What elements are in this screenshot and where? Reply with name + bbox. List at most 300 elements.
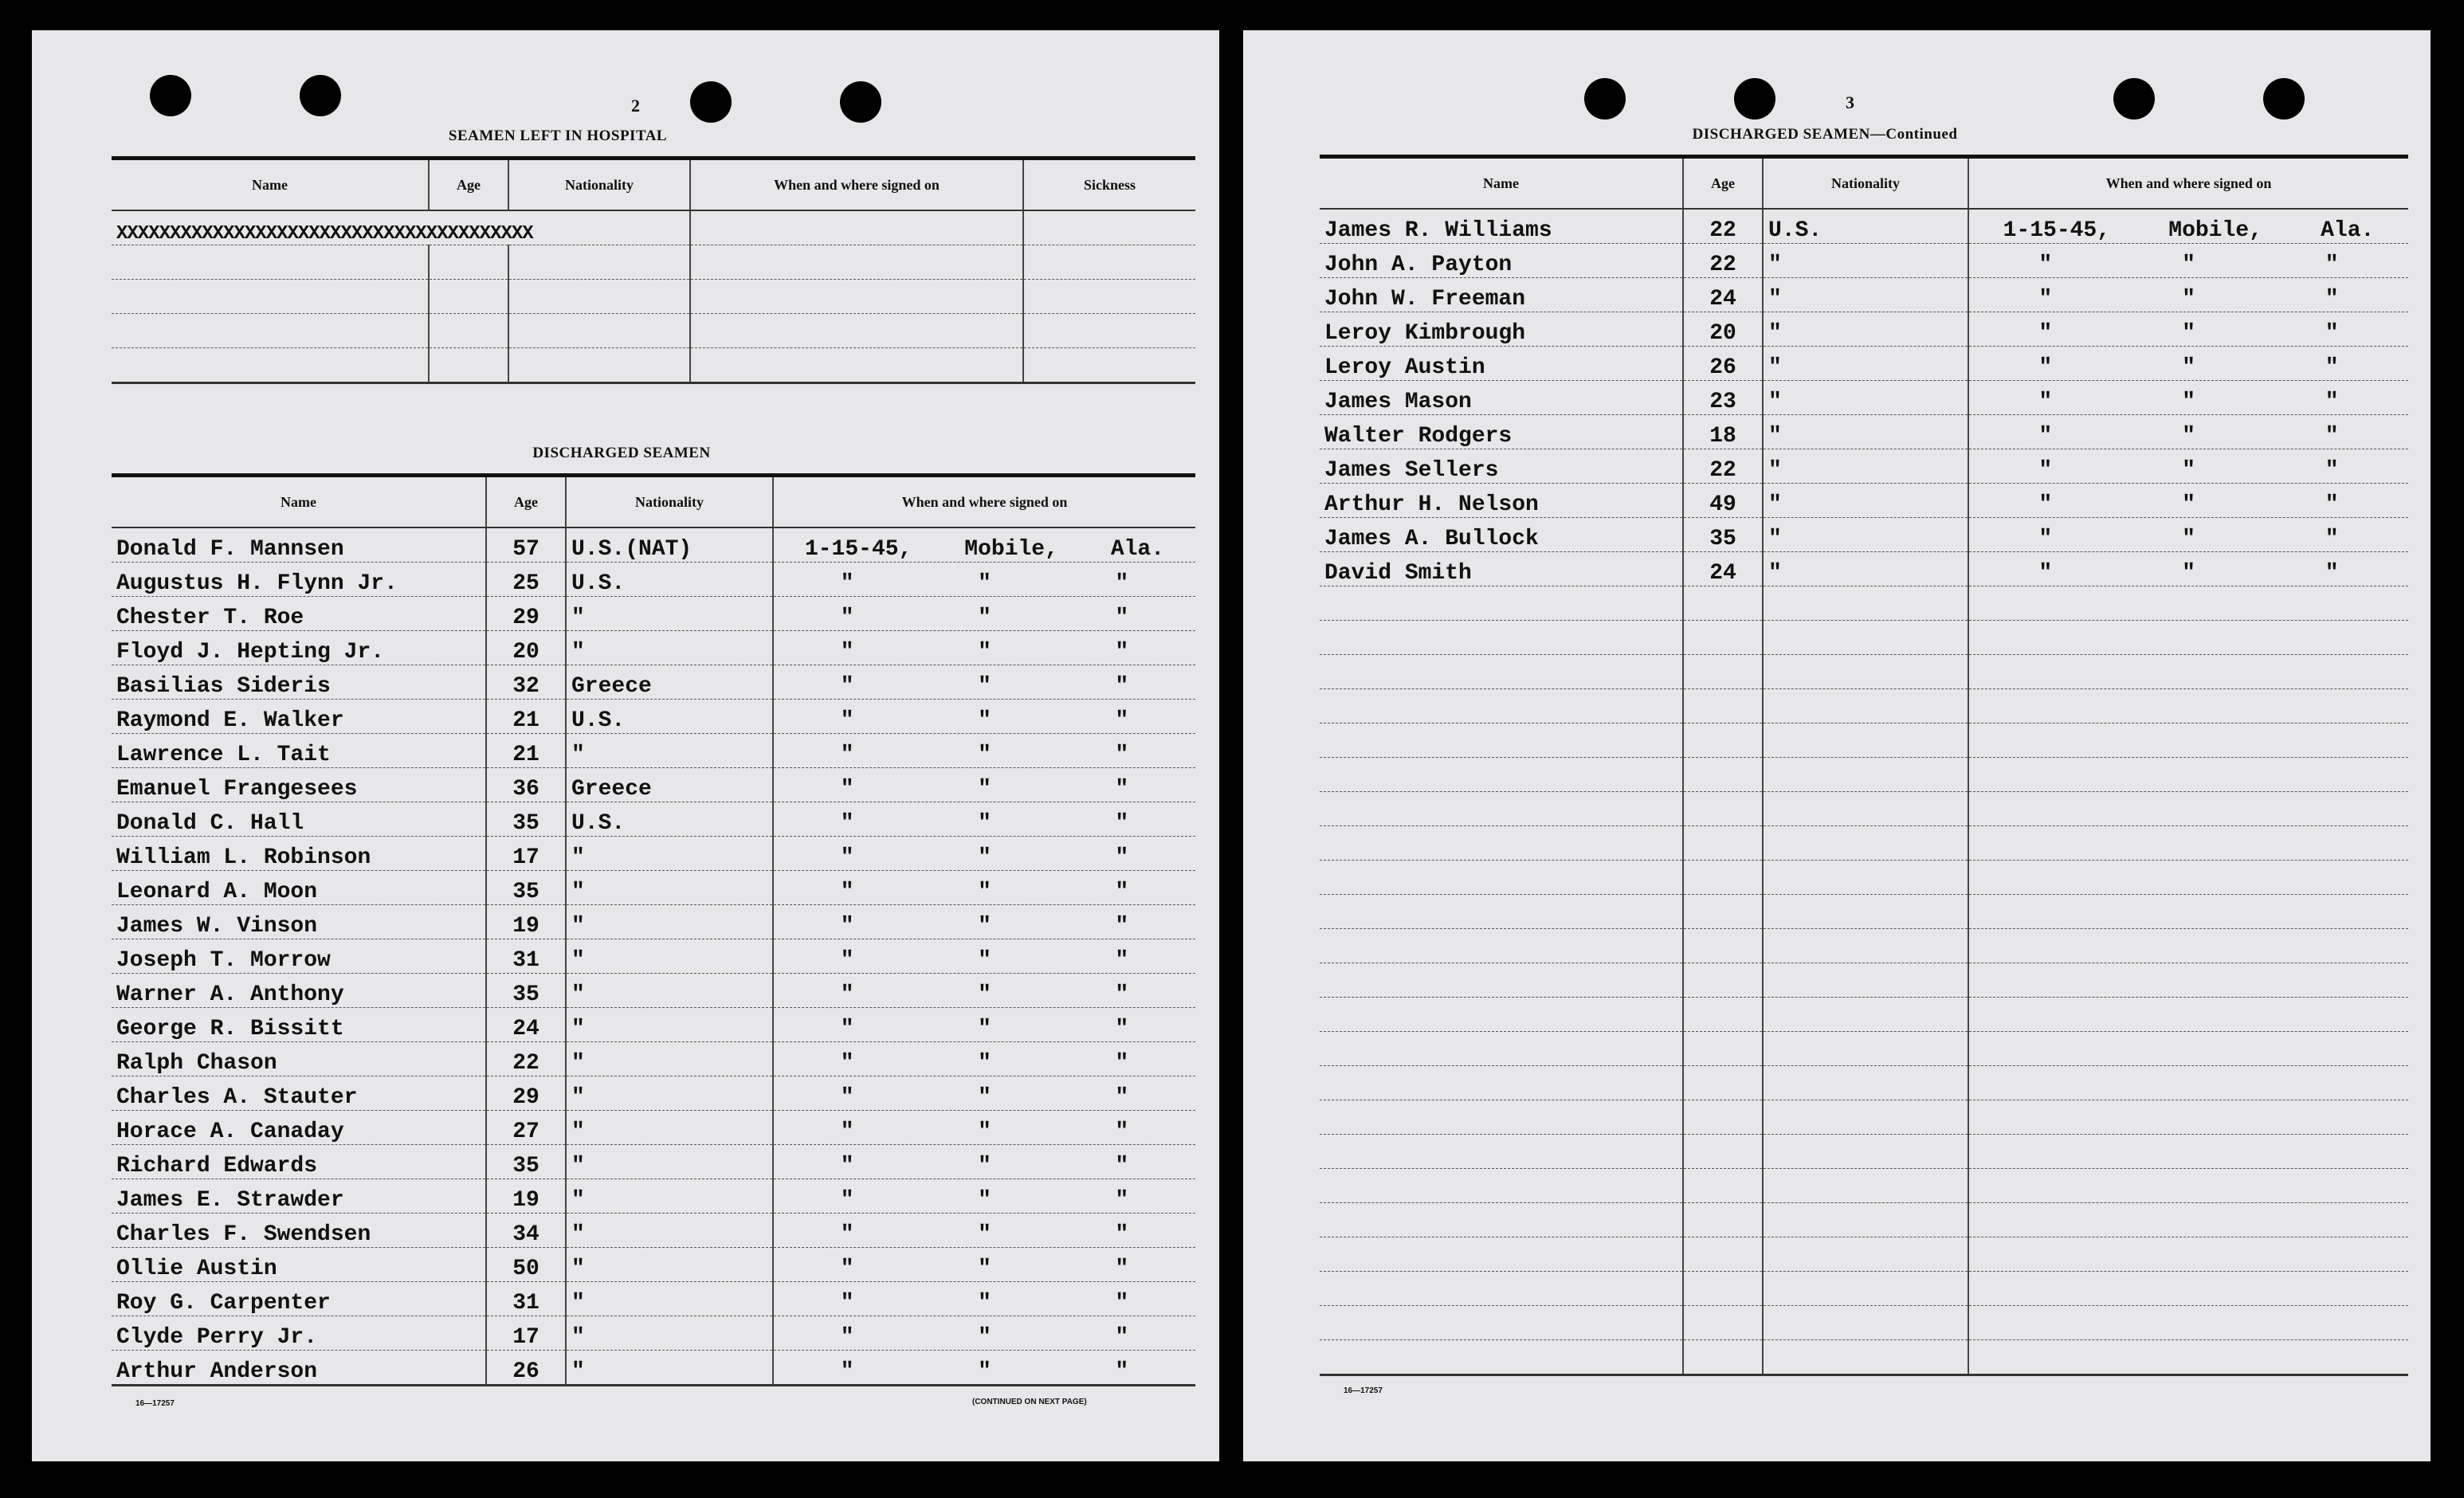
table-row [112,939,1195,974]
seaman-age: 27 [486,1111,566,1145]
seaman-nationality: " [566,1282,773,1316]
empty-row [1320,1340,2408,1375]
signed-on-date: " [2038,561,2053,586]
empty-cell [1968,655,2408,689]
signed-on-date: " [840,1085,854,1110]
empty-cell [429,348,508,383]
seaman-age: 22 [1683,209,1763,244]
seaman-name: James R. Williams [1320,209,1683,244]
seaman-nationality: " [566,597,773,631]
signed-on-date: " [840,1120,854,1144]
table-row [112,527,1195,563]
signed-on-state: " [2325,527,2339,551]
signed-on-state: " [2325,492,2339,517]
signed-on [773,527,1195,563]
empty-row [1320,963,2408,998]
hospital-table [112,156,1195,384]
column-header: Age [1683,157,1763,210]
table-row [112,700,1195,734]
seaman-age: 20 [486,631,566,665]
empty-cell [1320,689,1683,724]
seaman-name: Charles F. Swendsen [112,1214,486,1248]
empty-row [1320,758,2408,792]
signed-on-state: " [1115,1359,1129,1384]
column-header: Name [112,159,429,211]
empty-cell [1320,929,1683,963]
signed-on-state: " [1115,1257,1129,1281]
empty-cell [1683,621,1763,655]
seaman-age: 17 [486,1316,566,1351]
seaman-name: Arthur H. Nelson [1320,484,1683,518]
signed-on [773,1214,1195,1248]
empty-cell [1763,655,1968,689]
signed-on [1968,312,2408,347]
table-row [112,837,1195,871]
continued-note: (CONTINUED ON NEXT PAGE) [972,1398,1087,1406]
signed-on-parts [779,914,1191,939]
signed-on-parts [1974,287,2403,312]
empty-cell [508,280,690,314]
empty-row [112,348,1195,383]
signed-on-place: " [978,777,991,802]
empty-cell [1968,1272,2408,1306]
empty-cell [1683,1306,1763,1340]
seaman-name: Charles A. Stauter [112,1076,486,1111]
signed-on-parts [779,571,1191,596]
signed-on-parts [779,640,1191,665]
signed-on-state: " [1115,1188,1129,1213]
empty-cell [1763,963,1968,998]
table-row [112,905,1195,939]
signed-on-date: " [840,1257,854,1281]
seaman-name: Basilias Sideris [112,665,486,700]
empty-cell [1763,1066,1968,1100]
table-row [112,802,1195,837]
empty-row [1320,1032,2408,1066]
empty-cell [1320,1272,1683,1306]
signed-on-state: " [1115,1154,1129,1178]
seaman-nationality: " [566,1145,773,1179]
signed-on-date: " [2038,492,2053,517]
signed-on-place: " [978,571,991,596]
signed-on-parts [779,606,1191,630]
empty-cell [1683,758,1763,792]
empty-row [1320,1237,2408,1272]
signed-on-date: " [840,948,854,973]
empty-cell [1320,1066,1683,1100]
empty-row [1320,689,2408,724]
empty-row [1320,826,2408,861]
empty-cell [690,210,1023,245]
seaman-nationality: " [566,1248,773,1282]
empty-cell [1320,621,1683,655]
signed-on [773,1282,1195,1316]
empty-cell [1320,998,1683,1032]
empty-cell [508,348,690,383]
seaman-name: Raymond E. Walker [112,700,486,734]
seaman-name: Leroy Austin [1320,347,1683,381]
signed-on [773,1316,1195,1351]
empty-row [1320,861,2408,895]
table-row [112,734,1195,768]
empty-cell [429,245,508,280]
signed-on-place: " [978,606,991,630]
table-row [1320,484,2408,518]
seaman-nationality: " [1763,552,1968,586]
table-row [1320,518,2408,552]
punch-hole [2113,78,2155,120]
empty-cell [1763,998,1968,1032]
signed-on-parts [1974,321,2403,346]
empty-cell [1968,963,2408,998]
punch-hole [1584,78,1626,120]
seaman-age: 31 [486,939,566,974]
empty-cell [1763,621,1968,655]
signed-on-date: " [2038,253,2053,277]
signed-on-date: " [2038,390,2053,414]
empty-cell [1763,1100,1968,1135]
empty-row [1320,998,2408,1032]
empty-cell [1320,826,1683,861]
seaman-age: 35 [486,974,566,1008]
signed-on [773,1008,1195,1042]
signed-on-place: " [978,743,991,767]
empty-cell [112,245,429,280]
signed-on-place: " [978,1120,991,1144]
signed-on [1968,347,2408,381]
signed-on-state: " [1115,1291,1129,1316]
signed-on [773,1042,1195,1076]
empty-cell [1683,1272,1763,1306]
signed-on-date: " [840,914,854,939]
signed-on [773,1179,1195,1214]
signed-on-parts [1974,561,2403,586]
table-row [1320,312,2408,347]
table-row [1320,415,2408,449]
signed-on-state: " [1115,1017,1129,1041]
page-number: 2 [631,96,640,116]
signed-on-date: " [840,1188,854,1213]
empty-cell [1763,1032,1968,1066]
signed-on-place: " [2182,561,2195,586]
empty-row [1320,1135,2408,1169]
signed-on-state: " [2325,287,2339,312]
seaman-nationality: " [566,1076,773,1111]
seaman-name: John W. Freeman [1320,278,1683,312]
column-header: When and where signed on [690,159,1023,211]
seaman-name: Donald C. Hall [112,802,486,837]
signed-on-state: " [1115,948,1129,973]
signed-on-date: " [840,708,854,733]
column-header: Name [112,476,486,528]
signed-on-place: " [978,1359,991,1384]
signed-on-date: " [840,1222,854,1247]
seaman-name: David Smith [1320,552,1683,586]
empty-cell [1023,280,1195,314]
signed-on-place: " [978,982,991,1007]
signed-on-date: " [840,640,854,665]
seaman-name: John A. Payton [1320,244,1683,278]
signed-on-date: 1-15-45, [2003,218,2111,243]
form-number: 16—17257 [135,1399,175,1408]
signed-on-place: " [2182,253,2195,277]
signed-on-state: " [1115,1325,1129,1350]
empty-row [1320,586,2408,621]
empty-cell [1683,1237,1763,1272]
signed-on [773,665,1195,700]
signed-on-place: " [978,1017,991,1041]
empty-cell [1320,1100,1683,1135]
signed-on-parts [1974,390,2403,414]
signed-on-date: " [840,880,854,904]
seaman-name: Chester T. Roe [112,597,486,631]
empty-cell [1968,1032,2408,1066]
page-number: 3 [1846,92,1854,112]
signed-on-state: Ala. [1110,537,1165,562]
empty-row [1320,1100,2408,1135]
empty-cell [1683,1203,1763,1237]
seaman-nationality: " [566,871,773,905]
empty-cell [1968,792,2408,826]
empty-cell [1763,1169,1968,1203]
seaman-name: James A. Bullock [1320,518,1683,552]
seaman-age: 23 [1683,381,1763,415]
empty-cell [1683,1135,1763,1169]
seaman-nationality: " [566,1214,773,1248]
struck-out-entry: XXXXXXXXXXXXXXXXXXXXXXXXXXXXXXXXXXXXXXX [112,210,690,245]
signed-on [773,1111,1195,1145]
empty-cell [1320,724,1683,758]
signed-on-parts [779,982,1191,1007]
signed-on-place: " [978,1325,991,1350]
empty-cell [1683,724,1763,758]
signed-on-date: " [840,982,854,1007]
signed-on-parts [1974,424,2403,449]
seaman-name: William L. Robinson [112,837,486,871]
empty-cell [1968,1306,2408,1340]
empty-cell [1683,998,1763,1032]
table-row [1320,278,2408,312]
seaman-nationality: U.S. [566,802,773,837]
empty-cell [1763,1135,1968,1169]
signed-on-state: " [1115,743,1129,767]
signed-on [1968,518,2408,552]
empty-cell [690,314,1023,348]
empty-cell [1683,586,1763,621]
signed-on-parts [779,674,1191,699]
signed-on-date: " [840,674,854,699]
punch-hole [2263,78,2305,120]
signed-on [1968,415,2408,449]
signed-on-parts [779,1188,1191,1213]
struck-row [112,210,1195,245]
left-page [32,30,1219,1461]
signed-on [773,837,1195,871]
table-row [112,1145,1195,1179]
table-row [112,665,1195,700]
signed-on-date: " [2038,424,2053,449]
seaman-age: 22 [1683,244,1763,278]
empty-cell [1320,1203,1683,1237]
signed-on-date: " [840,1291,854,1316]
empty-cell [1968,1203,2408,1237]
seaman-age: 35 [1683,518,1763,552]
empty-cell [1968,861,2408,895]
signed-on-state: " [2325,424,2339,449]
empty-cell [508,245,690,280]
empty-cell [1763,758,1968,792]
signed-on [1968,552,2408,586]
signed-on-date: " [2038,321,2053,346]
signed-on-parts [1974,253,2403,277]
empty-cell [1023,210,1195,245]
signed-on-parts [779,1222,1191,1247]
seaman-nationality: " [566,1351,773,1386]
empty-cell [1763,929,1968,963]
empty-cell [1023,245,1195,280]
signed-on-parts [779,880,1191,904]
empty-cell [1968,895,2408,929]
signed-on [773,1145,1195,1179]
empty-cell [1968,998,2408,1032]
signed-on-place: " [978,1154,991,1178]
seaman-nationality: " [1763,484,1968,518]
table-row [112,563,1195,597]
seaman-age: 25 [486,563,566,597]
seaman-name: James Mason [1320,381,1683,415]
seaman-nationality: " [1763,347,1968,381]
empty-row [1320,1066,2408,1100]
empty-row [1320,792,2408,826]
empty-cell [1683,929,1763,963]
seaman-name: Augustus H. Flynn Jr. [112,563,486,597]
seaman-name: Ollie Austin [112,1248,486,1282]
empty-cell [1968,1169,2408,1203]
seaman-name: George R. Bissitt [112,1008,486,1042]
seaman-nationality: " [1763,449,1968,484]
signed-on-place: " [978,1051,991,1076]
signed-on-place: " [978,845,991,870]
seaman-nationality: " [566,1008,773,1042]
empty-cell [1320,1032,1683,1066]
signed-on-date: " [2038,287,2053,312]
seaman-name: James Sellers [1320,449,1683,484]
signed-on-place: " [978,1188,991,1213]
signed-on-parts [1974,527,2403,551]
seaman-name: Floyd J. Hepting Jr. [112,631,486,665]
signed-on-date: " [840,1325,854,1350]
empty-cell [1320,1340,1683,1375]
seaman-nationality: " [1763,244,1968,278]
signed-on [773,871,1195,905]
seaman-age: 26 [1683,347,1763,381]
punch-hole [150,75,191,116]
column-header: Nationality [566,476,773,528]
column-header: Age [486,476,566,528]
seaman-age: 31 [486,1282,566,1316]
table-row [112,1008,1195,1042]
empty-cell [1968,1100,2408,1135]
empty-cell [1683,792,1763,826]
empty-cell [1320,1237,1683,1272]
signed-on-state: " [1115,1120,1129,1144]
seaman-nationality: U.S.(NAT) [566,527,773,563]
seaman-nationality: " [1763,381,1968,415]
seaman-age: 17 [486,837,566,871]
seaman-age: 19 [486,905,566,939]
seaman-age: 36 [486,768,566,802]
signed-on-place: " [2182,458,2195,483]
empty-row [112,314,1195,348]
empty-cell [1968,621,2408,655]
table-row [1320,381,2408,415]
seaman-name: Clyde Perry Jr. [112,1316,486,1351]
empty-cell [1683,895,1763,929]
signed-on-state: " [2325,253,2339,277]
seaman-nationality: Greece [566,768,773,802]
seaman-name: Joseph T. Morrow [112,939,486,974]
empty-cell [1763,895,1968,929]
signed-on-parts [779,1120,1191,1144]
empty-cell [1683,1032,1763,1066]
signed-on-state: " [2325,321,2339,346]
signed-on-date: " [2038,355,2053,380]
empty-row [1320,724,2408,758]
signed-on-parts [779,1051,1191,1076]
empty-cell [1763,724,1968,758]
seaman-age: 24 [486,1008,566,1042]
seaman-age: 18 [1683,415,1763,449]
empty-cell [1763,861,1968,895]
empty-cell [1320,861,1683,895]
seaman-nationality: " [566,1179,773,1214]
empty-cell [690,348,1023,383]
signed-on-place: Mobile, [2168,218,2262,243]
empty-cell [1968,758,2408,792]
signed-on [773,939,1195,974]
empty-cell [1763,689,1968,724]
empty-cell [1683,861,1763,895]
empty-row [112,245,1195,280]
signed-on [773,734,1195,768]
seaman-age: 21 [486,734,566,768]
signed-on-date: " [840,1359,854,1384]
column-header: Sickness [1023,159,1195,211]
signed-on [1968,278,2408,312]
signed-on-parts [779,1291,1191,1316]
empty-row [1320,1306,2408,1340]
seaman-name: Warner A. Anthony [112,974,486,1008]
empty-cell [1763,1203,1968,1237]
empty-cell [1320,758,1683,792]
seaman-name: Leroy Kimbrough [1320,312,1683,347]
signed-on-state: " [1115,982,1129,1007]
seaman-nationality: " [1763,415,1968,449]
seaman-age: 32 [486,665,566,700]
signed-on-parts [779,948,1191,973]
table-row [112,1042,1195,1076]
empty-cell [1968,586,2408,621]
seaman-name: Lawrence L. Tait [112,734,486,768]
signed-on-place: " [2182,321,2195,346]
table-row [1320,449,2408,484]
empty-row [1320,1272,2408,1306]
signed-on-date: " [840,811,854,836]
seaman-age: 49 [1683,484,1763,518]
seaman-age: 26 [486,1351,566,1386]
empty-cell [1763,1306,1968,1340]
signed-on-state: " [1115,1051,1129,1076]
